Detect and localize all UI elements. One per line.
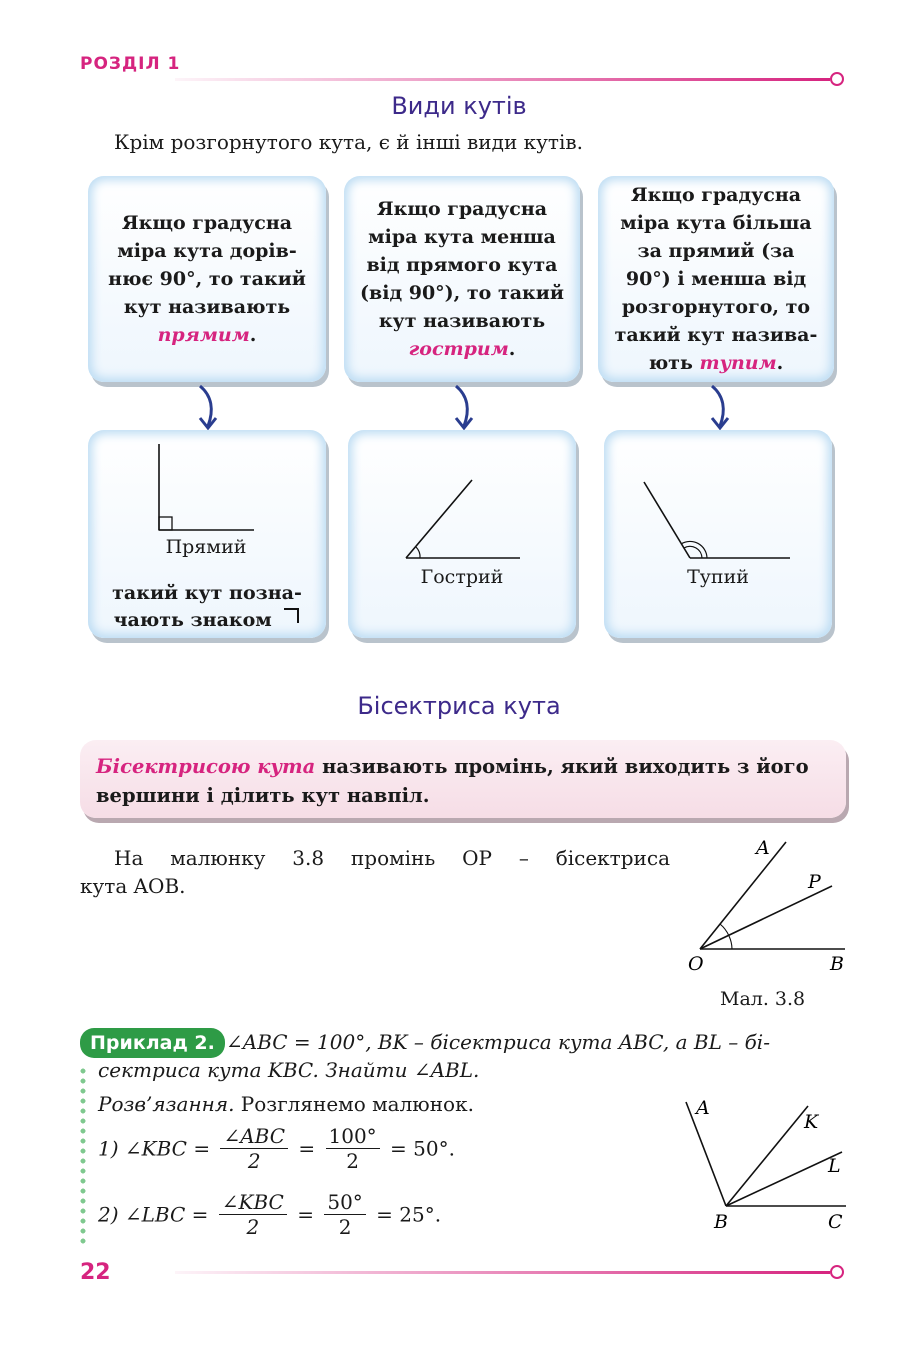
section-title-bisector: Бісектриса кута bbox=[357, 692, 561, 720]
acute-angle-figure bbox=[398, 476, 528, 566]
paragraph-line-1: На малюнку 3.8 промінь OP – бісектриса bbox=[114, 846, 670, 870]
figure-3-8-bisector bbox=[680, 832, 860, 980]
note-line-2 bbox=[88, 607, 326, 634]
card-text: Якщо градусна міра кута дорівнює 90°, то такий кут називають bbox=[108, 212, 306, 318]
figure-label-right bbox=[88, 536, 326, 558]
numerator: ∠KBC bbox=[219, 1190, 287, 1215]
footer-rule bbox=[175, 1271, 830, 1274]
figure-card-acute-angle bbox=[348, 430, 576, 638]
note-line: такий кут позна- bbox=[112, 582, 302, 604]
label-O: O bbox=[688, 953, 704, 975]
numerator: ∠ABC bbox=[220, 1124, 288, 1149]
right-angle-sign-icon bbox=[282, 607, 300, 625]
figure-card-right-angle bbox=[88, 430, 326, 638]
section-label: РОЗДІЛ 1 bbox=[80, 54, 181, 74]
page-number: 22 bbox=[80, 1260, 111, 1285]
right-angle-note bbox=[88, 580, 326, 634]
label-B: B bbox=[714, 1211, 728, 1233]
denominator: 2 bbox=[338, 1215, 352, 1239]
term-right: прямим bbox=[157, 324, 250, 346]
fraction bbox=[219, 1190, 287, 1239]
definition-card-obtuse-angle bbox=[598, 176, 834, 382]
note-text: чають знаком bbox=[113, 609, 272, 631]
intro-paragraph: Крім розгорнутого кута, є й інші види кутів. bbox=[114, 130, 583, 154]
figure-label-obtuse: Тупий bbox=[687, 566, 749, 588]
numerator: 50° bbox=[324, 1190, 365, 1215]
solution-step-1 bbox=[98, 1124, 455, 1173]
header-rule-end-circle bbox=[830, 72, 844, 86]
card-text: Якщо градусна міра кута менша від прямого кута (від 90°), то такий кут називають bbox=[360, 198, 564, 332]
definition-text: називають промінь, який виходить з його вершини і ділить кут навпіл. bbox=[96, 755, 809, 807]
step-result: = 25°. bbox=[376, 1202, 442, 1227]
denominator: 2 bbox=[346, 1149, 359, 1173]
label-A: A bbox=[696, 1097, 710, 1119]
step-lhs: 2) ∠LBC = bbox=[98, 1202, 209, 1227]
fraction bbox=[220, 1124, 288, 1173]
figure-card-obtuse-angle bbox=[604, 430, 832, 638]
fraction bbox=[324, 1190, 365, 1239]
term-bisector: Бісектрисою кута bbox=[96, 755, 316, 778]
paragraph-line-2: кута AOB. bbox=[80, 874, 186, 898]
section-title-angle-types: Види кутів bbox=[391, 92, 527, 120]
figure-label-acute: Гострий bbox=[420, 566, 504, 588]
arrow-down-icon bbox=[450, 382, 480, 432]
example-statement-line-2: сектриса кута KBC. Знайти ∠ABL. bbox=[98, 1058, 480, 1082]
card-end: . bbox=[508, 338, 516, 360]
card-end: . bbox=[776, 352, 784, 374]
label-B: B bbox=[830, 953, 844, 975]
arrow-down-icon bbox=[194, 382, 224, 432]
denominator: 2 bbox=[247, 1149, 261, 1173]
label-A: A bbox=[756, 837, 770, 859]
solution-step-2 bbox=[98, 1190, 441, 1239]
step-lhs: 1) ∠KBC = bbox=[98, 1136, 211, 1161]
label-K: K bbox=[804, 1111, 819, 1133]
solution-intro bbox=[98, 1090, 474, 1118]
obtuse-angle-figure bbox=[640, 478, 800, 564]
bisector-definition bbox=[96, 752, 832, 810]
term-obtuse: тупим bbox=[699, 352, 777, 374]
footer-rule-end-circle bbox=[830, 1265, 844, 1279]
example-badge: Приклад 2. bbox=[80, 1028, 225, 1058]
right-angle-figure bbox=[148, 442, 268, 534]
example-statement-line-1: ∠ABC = 100°, BK – бісектриса кута ABC, а BL – бі- bbox=[226, 1030, 770, 1054]
header-rule bbox=[175, 78, 830, 81]
example-figure bbox=[680, 1094, 860, 1236]
bisector-paragraph bbox=[80, 844, 670, 900]
term-acute: гострим bbox=[408, 338, 509, 360]
label-text: Прямий bbox=[165, 536, 247, 558]
definition-card-right-angle bbox=[88, 176, 326, 382]
equals: = bbox=[298, 1136, 316, 1161]
solution-text: Розглянемо малюнок. bbox=[234, 1092, 474, 1116]
figure-caption: Мал. 3.8 bbox=[720, 988, 806, 1010]
label-P: P bbox=[808, 871, 821, 893]
card-end: . bbox=[249, 324, 257, 346]
step-result: = 50°. bbox=[390, 1136, 455, 1161]
numerator: 100° bbox=[326, 1124, 380, 1149]
equals: = bbox=[297, 1202, 314, 1227]
label-L: L bbox=[828, 1155, 841, 1177]
fraction bbox=[326, 1124, 380, 1173]
definition-card-acute-angle bbox=[344, 176, 580, 382]
example-dotted-margin bbox=[80, 1066, 86, 1246]
denominator: 2 bbox=[246, 1215, 260, 1239]
solution-label: Розв’язання. bbox=[98, 1092, 235, 1116]
card-text: Якщо градусна міра кута більша за прямий (за 90°) і менша від розгорнутого, то такий кут називають bbox=[614, 184, 818, 374]
label-C: C bbox=[828, 1211, 843, 1233]
arrow-down-icon bbox=[706, 382, 736, 432]
